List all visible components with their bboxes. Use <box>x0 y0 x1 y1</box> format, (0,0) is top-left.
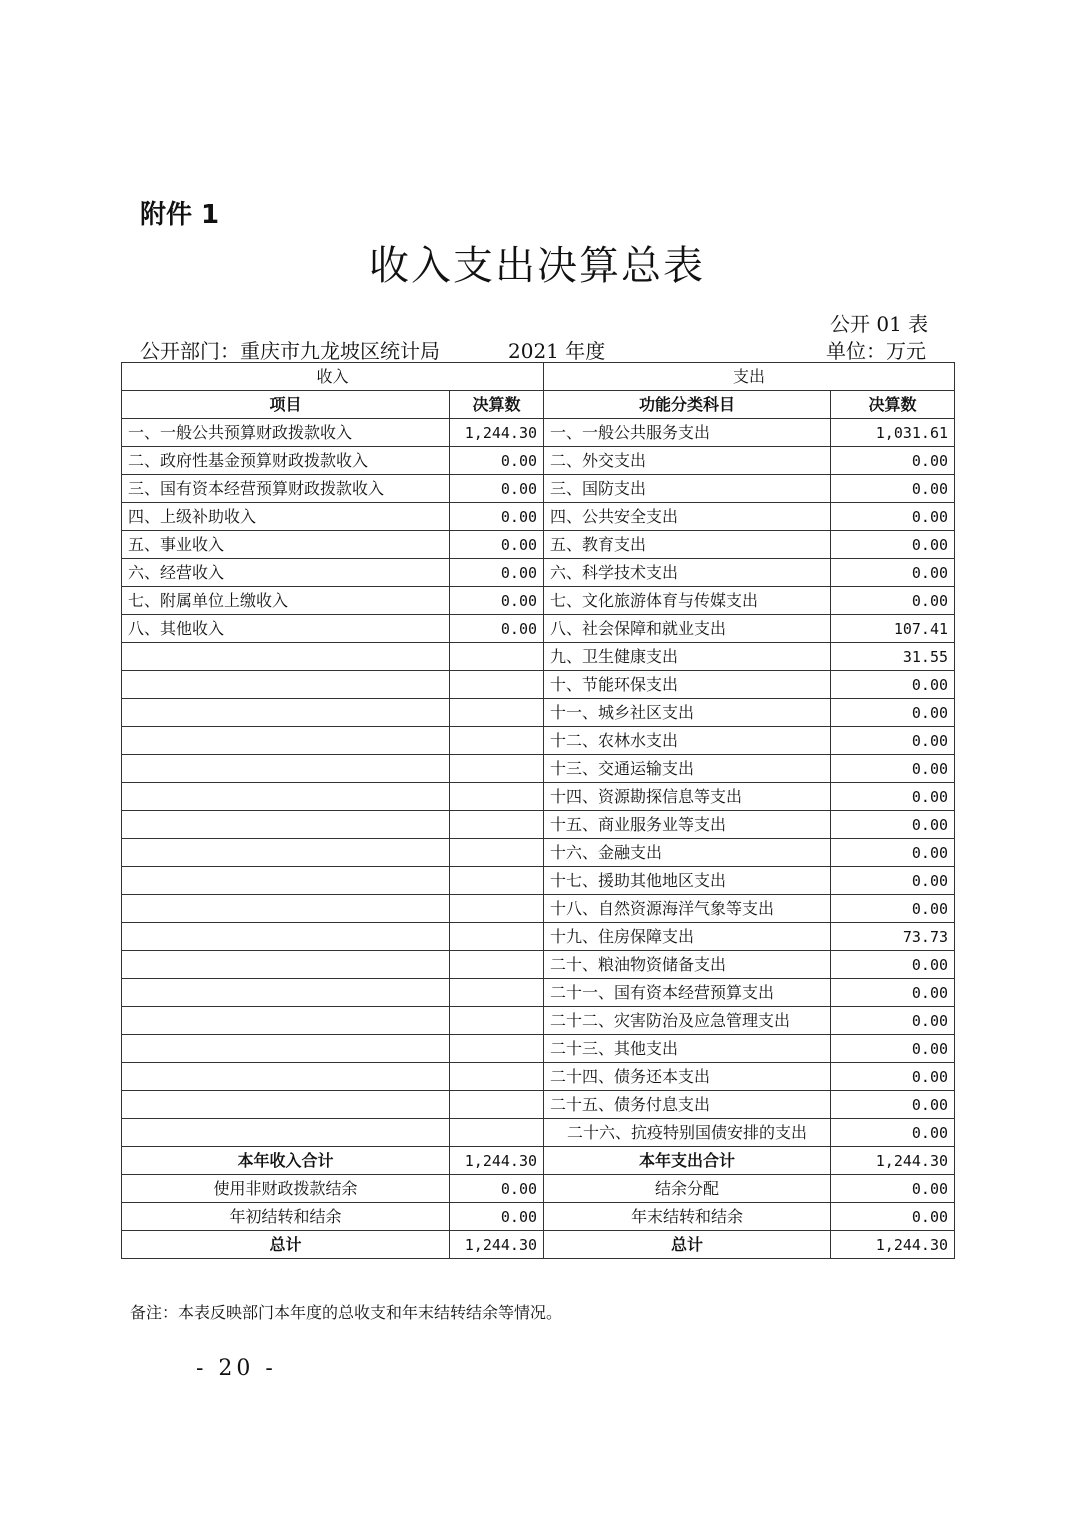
expense-section-header: 支出 <box>544 363 955 391</box>
table-row <box>122 503 955 531</box>
expense-item-cell: 九、卫生健康支出 <box>544 643 831 671</box>
table-row <box>122 1091 955 1119</box>
section-header-row <box>122 363 955 391</box>
expense-item-cell: 二、外交支出 <box>544 447 831 475</box>
expense-amount-cell: 0.00 <box>831 755 955 783</box>
income-item-cell: 四、上级补助收入 <box>122 503 450 531</box>
income-item-cell <box>122 1091 450 1119</box>
expense-item-cell: 二十五、债务付息支出 <box>544 1091 831 1119</box>
income-amount-cell <box>450 1119 544 1147</box>
income-amount-cell: 0.00 <box>450 447 544 475</box>
expense-item-cell: 十、节能环保支出 <box>544 671 831 699</box>
income-section-header: 收入 <box>122 363 544 391</box>
expense-item-cell: 二十三、其他支出 <box>544 1035 831 1063</box>
expense-amount-cell: 0.00 <box>831 979 955 1007</box>
expense-amount-cell: 0.00 <box>831 587 955 615</box>
table-row <box>122 811 955 839</box>
income-item-cell <box>122 839 450 867</box>
income-amount-cell: 0.00 <box>450 615 544 643</box>
expense-amount-cell: 0.00 <box>831 559 955 587</box>
income-amount-cell <box>450 755 544 783</box>
expense-amount-cell: 1,031.61 <box>831 419 955 447</box>
income-item-cell: 七、附属单位上缴收入 <box>122 587 450 615</box>
summary-income-label: 年初结转和结余 <box>122 1203 450 1231</box>
income-item-cell <box>122 1007 450 1035</box>
summary-expense-label: 本年支出合计 <box>544 1147 831 1175</box>
department-label: 公开部门：重庆市九龙坡区统计局 <box>140 339 440 363</box>
income-amount-cell <box>450 867 544 895</box>
expense-amount-cell: 0.00 <box>831 1063 955 1091</box>
column-header-row <box>122 391 955 419</box>
expense-item-cell: 十六、金融支出 <box>544 839 831 867</box>
expense-item-cell: 一、一般公共服务支出 <box>544 419 831 447</box>
income-item-cell <box>122 811 450 839</box>
income-amount-cell <box>450 811 544 839</box>
table-row <box>122 1119 955 1147</box>
summary-row <box>122 1231 955 1259</box>
income-amount-cell <box>450 1091 544 1119</box>
expense-item-cell: 二十一、国有资本经营预算支出 <box>544 979 831 1007</box>
summary-expense-label: 总计 <box>544 1231 831 1259</box>
table-row <box>122 727 955 755</box>
income-amount-cell: 0.00 <box>450 531 544 559</box>
table-row <box>122 1063 955 1091</box>
income-item-cell: 三、国有资本经营预算财政拨款收入 <box>122 475 450 503</box>
expense-item-cell: 三、国防支出 <box>544 475 831 503</box>
expense-amount-cell: 0.00 <box>831 727 955 755</box>
summary-expense-amount: 1,244.30 <box>831 1147 955 1175</box>
expense-amount-cell: 31.55 <box>831 643 955 671</box>
table-row <box>122 671 955 699</box>
col-header-amount2: 决算数 <box>831 391 955 419</box>
page-title: 收入支出决算总表 <box>369 243 705 289</box>
table-row <box>122 559 955 587</box>
expense-amount-cell: 0.00 <box>831 531 955 559</box>
summary-income-amount: 0.00 <box>450 1203 544 1231</box>
expense-amount-cell: 0.00 <box>831 447 955 475</box>
income-amount-cell <box>450 727 544 755</box>
summary-income-amount: 1,244.30 <box>450 1147 544 1175</box>
income-amount-cell <box>450 1007 544 1035</box>
expense-item-cell: 十八、自然资源海洋气象等支出 <box>544 895 831 923</box>
income-amount-cell <box>450 1063 544 1091</box>
income-item-cell <box>122 979 450 1007</box>
expense-amount-cell: 0.00 <box>831 839 955 867</box>
expense-item-cell: 四、公共安全支出 <box>544 503 831 531</box>
expense-item-cell: 二十、粮油物资储备支出 <box>544 951 831 979</box>
income-item-cell <box>122 671 450 699</box>
col-header-func: 功能分类科目 <box>544 391 831 419</box>
income-amount-cell <box>450 643 544 671</box>
table-row <box>122 979 955 1007</box>
expense-amount-cell: 0.00 <box>831 699 955 727</box>
expense-amount-cell: 0.00 <box>831 1007 955 1035</box>
income-amount-cell <box>450 1035 544 1063</box>
summary-income-amount: 0.00 <box>450 1175 544 1203</box>
table-row <box>122 643 955 671</box>
income-amount-cell: 1,244.30 <box>450 419 544 447</box>
income-item-cell <box>122 895 450 923</box>
income-item-cell <box>122 1063 450 1091</box>
expense-item-cell: 二十六、抗疫特别国债安排的支出 <box>544 1119 831 1147</box>
summary-income-label: 本年收入合计 <box>122 1147 450 1175</box>
income-item-cell <box>122 951 450 979</box>
expense-item-cell: 十三、交通运输支出 <box>544 755 831 783</box>
expense-amount-cell: 0.00 <box>831 783 955 811</box>
income-item-cell <box>122 1035 450 1063</box>
income-amount-cell <box>450 895 544 923</box>
summary-expense-label: 年末结转和结余 <box>544 1203 831 1231</box>
table-row <box>122 1035 955 1063</box>
table-row <box>122 447 955 475</box>
income-item-cell <box>122 643 450 671</box>
summary-expense-amount: 0.00 <box>831 1175 955 1203</box>
expense-amount-cell: 0.00 <box>831 811 955 839</box>
income-item-cell <box>122 699 450 727</box>
summary-income-label: 使用非财政拨款结余 <box>122 1175 450 1203</box>
expense-amount-cell: 0.00 <box>831 475 955 503</box>
table-row <box>122 419 955 447</box>
income-item-cell <box>122 755 450 783</box>
income-item-cell <box>122 923 450 951</box>
page-number: - 20 - <box>196 1356 277 1381</box>
income-item-cell: 二、政府性基金预算财政拨款收入 <box>122 447 450 475</box>
summary-income-label: 总计 <box>122 1231 450 1259</box>
income-item-cell: 一、一般公共预算财政拨款收入 <box>122 419 450 447</box>
income-item-cell <box>122 727 450 755</box>
summary-expense-amount: 1,244.30 <box>831 1231 955 1259</box>
unit-label: 单位：万元 <box>826 339 926 363</box>
table-row <box>122 783 955 811</box>
expense-amount-cell: 0.00 <box>831 1091 955 1119</box>
summary-row <box>122 1147 955 1175</box>
attachment-label: 附件 1 <box>140 200 220 230</box>
income-amount-cell <box>450 979 544 1007</box>
summary-row <box>122 1175 955 1203</box>
expense-item-cell: 十九、住房保障支出 <box>544 923 831 951</box>
expense-item-cell: 十七、援助其他地区支出 <box>544 867 831 895</box>
footnote: 备注：本表反映部门本年度的总收支和年末结转结余等情况。 <box>130 1303 563 1322</box>
table-row <box>122 1007 955 1035</box>
expense-amount-cell: 0.00 <box>831 895 955 923</box>
income-amount-cell <box>450 839 544 867</box>
income-amount-cell <box>450 783 544 811</box>
summary-row <box>122 1203 955 1231</box>
table-row <box>122 895 955 923</box>
expense-item-cell: 二十二、灾害防治及应急管理支出 <box>544 1007 831 1035</box>
table-row <box>122 923 955 951</box>
expense-item-cell: 十二、农林水支出 <box>544 727 831 755</box>
expense-amount-cell: 0.00 <box>831 503 955 531</box>
income-amount-cell <box>450 699 544 727</box>
summary-expense-label: 结余分配 <box>544 1175 831 1203</box>
budget-table <box>121 362 955 1259</box>
expense-item-cell: 十四、资源勘探信息等支出 <box>544 783 831 811</box>
summary-income-amount: 1,244.30 <box>450 1231 544 1259</box>
expense-amount-cell: 0.00 <box>831 1119 955 1147</box>
table-row <box>122 951 955 979</box>
income-amount-cell: 0.00 <box>450 587 544 615</box>
expense-amount-cell: 0.00 <box>831 671 955 699</box>
table-row <box>122 699 955 727</box>
expense-item-cell: 八、社会保障和就业支出 <box>544 615 831 643</box>
table-row <box>122 755 955 783</box>
summary-expense-amount: 0.00 <box>831 1203 955 1231</box>
income-item-cell: 五、事业收入 <box>122 531 450 559</box>
income-amount-cell: 0.00 <box>450 559 544 587</box>
income-item-cell <box>122 783 450 811</box>
income-amount-cell <box>450 951 544 979</box>
expense-item-cell: 十一、城乡社区支出 <box>544 699 831 727</box>
col-header-amount: 决算数 <box>450 391 544 419</box>
table-row <box>122 587 955 615</box>
expense-amount-cell: 0.00 <box>831 951 955 979</box>
income-amount-cell: 0.00 <box>450 503 544 531</box>
table-row <box>122 867 955 895</box>
income-item-cell: 八、其他收入 <box>122 615 450 643</box>
expense-amount-cell: 73.73 <box>831 923 955 951</box>
income-item-cell <box>122 867 450 895</box>
expense-amount-cell: 0.00 <box>831 1035 955 1063</box>
expense-amount-cell: 0.00 <box>831 867 955 895</box>
form-number: 公开 01 表 <box>830 312 929 336</box>
income-item-cell: 六、经营收入 <box>122 559 450 587</box>
table-body <box>122 419 955 1259</box>
table-row <box>122 615 955 643</box>
income-amount-cell <box>450 671 544 699</box>
income-item-cell <box>122 1119 450 1147</box>
expense-item-cell: 七、文化旅游体育与传媒支出 <box>544 587 831 615</box>
expense-item-cell: 二十四、债务还本支出 <box>544 1063 831 1091</box>
income-amount-cell <box>450 923 544 951</box>
col-header-item: 项目 <box>122 391 450 419</box>
year-label: 2021 年度 <box>508 339 606 363</box>
expense-item-cell: 五、教育支出 <box>544 531 831 559</box>
table-row <box>122 475 955 503</box>
table-row <box>122 531 955 559</box>
income-amount-cell: 0.00 <box>450 475 544 503</box>
table-row <box>122 839 955 867</box>
expense-item-cell: 十五、商业服务业等支出 <box>544 811 831 839</box>
expense-amount-cell: 107.41 <box>831 615 955 643</box>
expense-item-cell: 六、科学技术支出 <box>544 559 831 587</box>
